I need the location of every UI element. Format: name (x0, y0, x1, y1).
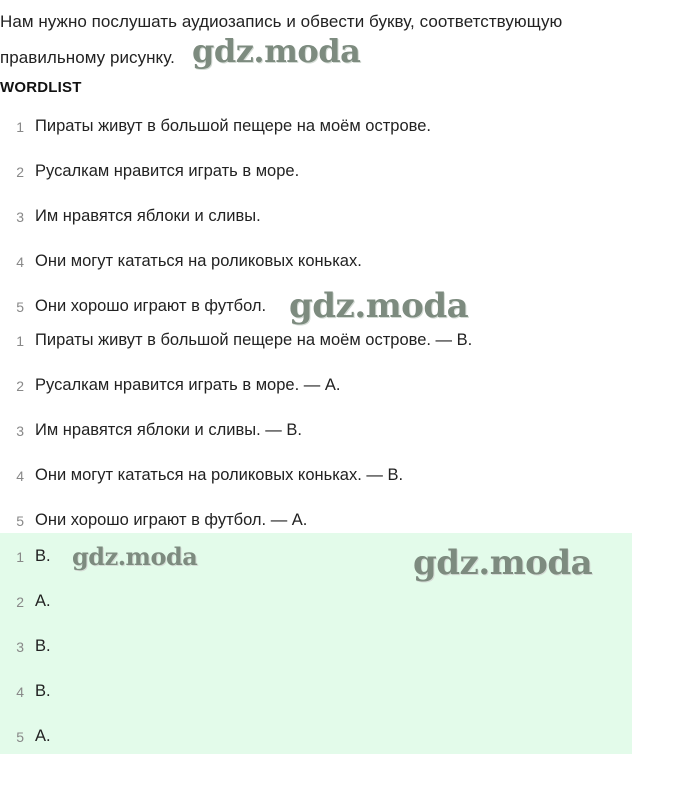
answer-text: Пираты живут в большой пещере на моём острове. — B. (35, 331, 473, 349)
list-item (0, 149, 632, 194)
sentence-text: Русалкам нравится играть в море. (35, 162, 300, 180)
sentence-text: Они могут кататься на роликовых коньках. (35, 252, 362, 270)
line-number: 1 (16, 118, 24, 135)
list-item (0, 408, 632, 453)
watermark: gdz.moda (289, 286, 469, 326)
list-item (0, 669, 632, 714)
list-item (0, 363, 632, 408)
answer-letter: B. (35, 682, 51, 700)
line-number: 5 (16, 728, 24, 745)
sentence-text: Им нравятся яблоки и сливы. (35, 207, 261, 225)
list-item (0, 714, 632, 759)
answer-letter: B. (35, 547, 51, 565)
line-number: 4 (16, 683, 24, 700)
line-number: 3 (16, 638, 24, 655)
answer-letter: A. (35, 727, 51, 745)
task-instruction: Нам нужно послушать аудиозапись и обвести букву, соответствующую правильному рисунку. (0, 12, 563, 67)
watermark: gdz.moda (192, 32, 361, 70)
list-item (0, 194, 632, 239)
answer-text: Им нравятся яблоки и сливы. — B. (35, 421, 302, 439)
line-number: 4 (16, 253, 24, 270)
line-number: 3 (16, 208, 24, 225)
line-number: 4 (16, 467, 24, 484)
line-number: 2 (16, 163, 24, 180)
watermark: gdz.moda (72, 542, 198, 571)
line-number: 1 (16, 548, 24, 565)
line-number: 3 (16, 422, 24, 439)
answer-text: Русалкам нравится играть в море. — A. (35, 376, 341, 394)
sentence-text: Пираты живут в большой пещере на моём острове. (35, 117, 431, 135)
line-number: 5 (16, 298, 24, 315)
list-item (0, 624, 632, 669)
line-number: 2 (16, 593, 24, 610)
line-number: 2 (16, 377, 24, 394)
list-item (0, 579, 632, 624)
answer-letter: B. (35, 637, 51, 655)
answer-text: Они хорошо играют в футбол. — A. (35, 511, 308, 529)
wordlist-heading: WORDLIST (0, 79, 82, 96)
answer-sentences (0, 318, 632, 543)
sentence-text: Они хорошо играют в футбол. (35, 297, 267, 315)
line-number: 1 (16, 332, 24, 349)
watermark: gdz.moda (413, 543, 593, 583)
answer-text: Они могут кататься на роликовых коньках. — B. (35, 466, 404, 484)
list-item (0, 104, 632, 149)
answer-letter: A. (35, 592, 51, 610)
list-item (0, 239, 632, 284)
list-item (0, 453, 632, 498)
line-number: 5 (16, 512, 24, 529)
